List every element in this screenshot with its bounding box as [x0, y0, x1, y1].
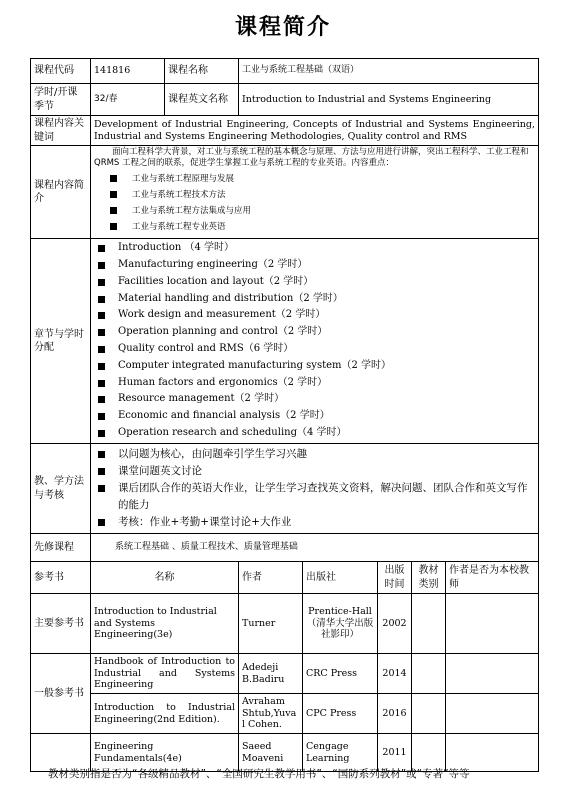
- publisher-header: 出版社: [303, 562, 378, 594]
- square-bullet-icon: [110, 223, 117, 230]
- chapter-item: Quality control and RMS（6 学时）: [98, 341, 535, 358]
- category-header: 教材类别: [412, 562, 446, 594]
- main-ref-label: 主要参考书: [31, 594, 91, 654]
- intro-point: 工业与系统工程方法集成与应用: [110, 203, 535, 219]
- chapter-item: Work design and measurement（2 学时）: [98, 307, 535, 324]
- square-bullet-icon: [98, 468, 105, 475]
- book-name-header: 名称: [91, 562, 239, 594]
- hours-value: 32/春: [91, 84, 165, 116]
- teaching-item: 以问题为核心，由问题牵引学生学习兴趣: [98, 446, 535, 463]
- intro-text: 面向工程科学大背景，对工业与系统工程的基本概念与原理、方法与应用进行讲解，突出工程科学、工业工程和 QRMS 工程之间的联系，促进学生掌握工业与系统工程的专业英语。内容重点：: [94, 147, 529, 169]
- chapter-item: Resource management（2 学时）: [98, 391, 535, 408]
- book-publisher: Cengage Learning: [303, 734, 378, 772]
- chapter-item: Economic and financial analysis（2 学时）: [98, 408, 535, 425]
- chapter-item: Introduction （4 学时）: [98, 240, 535, 257]
- chapter-item: Material handling and distribution（2 学时）: [98, 291, 535, 308]
- book-author: Saeed Moaveni: [239, 734, 303, 772]
- book-local: [446, 654, 539, 694]
- en-name-value: Introduction to Industrial and Systems Engineering: [239, 84, 539, 116]
- square-bullet-icon: [98, 430, 105, 437]
- intro-point: 工业与系统工程技术方法: [110, 187, 535, 203]
- author-header: 作者: [239, 562, 303, 594]
- book-local: [446, 594, 539, 654]
- teaching-list: [94, 446, 535, 531]
- teaching-item: 课后团队合作的英语大作业，让学生学习查找英文资料，解决问题、团队合作和英文写作的能力: [98, 480, 535, 514]
- chapter-item: Human factors and ergonomics（2 学时）: [98, 375, 535, 392]
- square-bullet-icon: [98, 329, 105, 336]
- square-bullet-icon: [98, 346, 105, 353]
- chapter-item: Operation planning and control（2 学时）: [98, 324, 535, 341]
- keywords-label: 课程内容关键词: [31, 116, 91, 146]
- square-bullet-icon: [98, 413, 105, 420]
- book-publisher: CRC Press: [303, 654, 378, 694]
- en-name-label: 课程英文名称: [165, 84, 239, 116]
- book-name: Handbook of Introduction to Industrial and Systems Engineering: [91, 654, 239, 694]
- code-value: 141816: [91, 59, 165, 84]
- name-label: 课程名称: [165, 59, 239, 84]
- chapter-item: Manufacturing engineering（2 学时）: [98, 257, 535, 274]
- teaching-item: 课堂问题英文讨论: [98, 463, 535, 480]
- chapters-label: 章节与学时分配: [31, 239, 91, 444]
- book-time: 2014: [378, 654, 412, 694]
- book-category: [412, 594, 446, 654]
- book-publisher: CPC Press: [303, 694, 378, 734]
- code-label: 课程代码: [31, 59, 91, 84]
- square-bullet-icon: [98, 312, 105, 319]
- book-time: 2011: [378, 734, 412, 772]
- book-local: [446, 694, 539, 734]
- square-bullet-icon: [98, 245, 105, 252]
- square-bullet-icon: [98, 485, 105, 492]
- square-bullet-icon: [98, 262, 105, 269]
- local-header: 作者是否为本校教师: [446, 562, 539, 594]
- chapter-item: Operation research and scheduling（4 学时）: [98, 425, 535, 442]
- keywords-value: Development of Industrial Engineering, Concepts of Industrial and Systems Engineering, Industrial and Systems Engineering Methodologies, Quality control and RMS: [91, 116, 539, 146]
- book-author: Avraham Shtub,Yuval Cohen.: [239, 694, 303, 734]
- intro-point: 工业与系统工程原理与发展: [110, 171, 535, 187]
- teaching-item: 考核：作业+考勤+课堂讨论+大作业: [98, 514, 535, 531]
- chapter-list: [94, 240, 535, 442]
- square-bullet-icon: [98, 451, 105, 458]
- square-bullet-icon: [98, 380, 105, 387]
- book-author: Adedeji B.Badiru: [239, 654, 303, 694]
- name-value: 工业与系统工程基础（双语）: [239, 59, 539, 84]
- chapter-item: Computer integrated manufacturing system（2 学时）: [98, 358, 535, 375]
- book-category: [412, 694, 446, 734]
- teaching-label: 教、学方法与考核: [31, 444, 91, 534]
- square-bullet-icon: [110, 175, 117, 182]
- page-title: 课程简介: [234, 15, 331, 40]
- book-name: Introduction to Industrial Engineering(2nd Edition).: [91, 694, 239, 734]
- footnote: 教材类别指是否为“各级精品教材”、“全国研究生教学用书”、“国防系列教材”或“专著”等等: [48, 768, 470, 780]
- hours-label: 学时/开课季节: [31, 84, 91, 116]
- square-bullet-icon: [110, 191, 117, 198]
- book-publisher: Prentice-Hall（清华大学出版社影印）: [303, 594, 378, 654]
- intro-point: 工业与系统工程专业英语: [110, 219, 535, 235]
- square-bullet-icon: [98, 296, 105, 303]
- general-ref-label: 一般参考书: [31, 654, 91, 734]
- square-bullet-icon: [98, 396, 105, 403]
- course-table: [30, 58, 539, 772]
- intro-points: [94, 171, 535, 235]
- time-header: 出版时间: [378, 562, 412, 594]
- square-bullet-icon: [98, 363, 105, 370]
- book-name: Introduction to Industrial and Systems Engineering(3e): [91, 594, 239, 654]
- prereq-label: 先修课程: [31, 534, 91, 562]
- prereq-value: 系统工程基础 、质量工程技术、质量管理基础: [91, 534, 539, 562]
- square-bullet-icon: [110, 207, 117, 214]
- book-name: Engineering Fundamentals(4e): [91, 734, 239, 772]
- intro-label: 课程内容简介: [31, 146, 91, 239]
- book-author: Turner: [239, 594, 303, 654]
- square-bullet-icon: [98, 519, 105, 526]
- ref-header: 参考书: [31, 562, 91, 594]
- chapter-item: Facilities location and layout（2 学时）: [98, 274, 535, 291]
- square-bullet-icon: [98, 279, 105, 286]
- book-time: 2002: [378, 594, 412, 654]
- book-category: [412, 654, 446, 694]
- book-time: 2016: [378, 694, 412, 734]
